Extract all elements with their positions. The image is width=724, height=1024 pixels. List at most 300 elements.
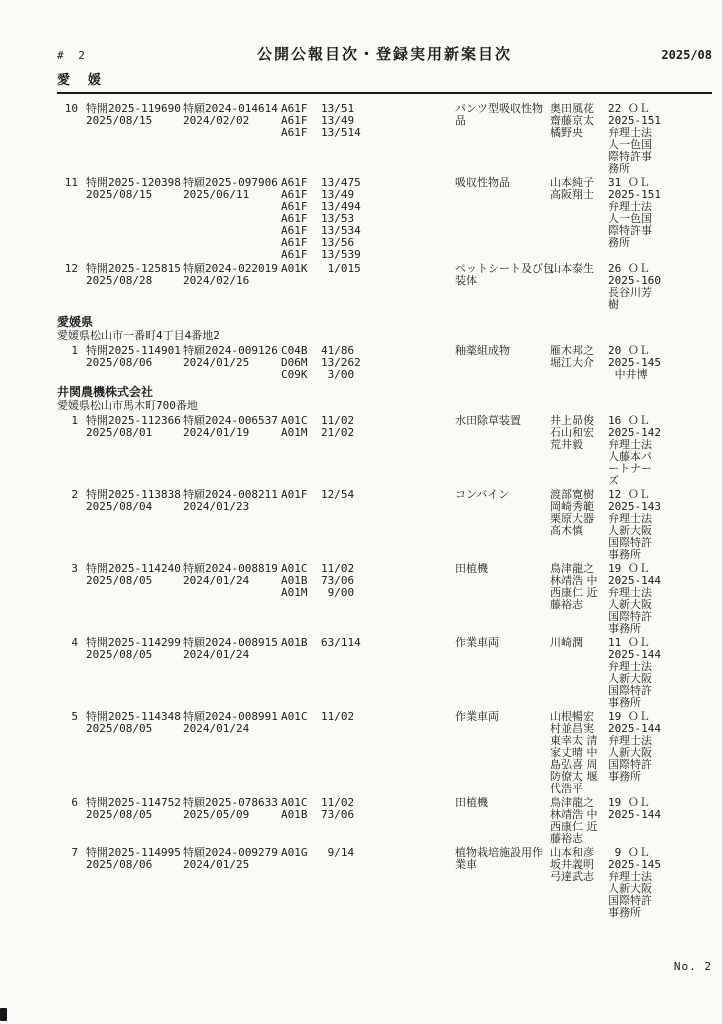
gazette-entry-row <box>57 415 724 487</box>
agent-and-docket-info <box>608 103 670 175</box>
publication-number: 特開2025-113838 <box>86 488 181 501</box>
invention-title <box>455 637 549 649</box>
invention-title <box>455 563 549 575</box>
gazette-entry-row <box>57 637 724 709</box>
invention-title-line: 田植機 <box>455 796 488 809</box>
invention-title <box>455 103 549 127</box>
ipc-line <box>281 427 374 439</box>
publication-number-and-date <box>86 415 183 439</box>
invention-title <box>455 489 549 501</box>
publication-number: 特開2025-114752 <box>86 796 181 809</box>
publication-date: 2025/08/06 <box>86 858 153 871</box>
agent-info-line: 16 ＯＬ <box>608 414 650 427</box>
gazette-entry-row <box>57 711 724 795</box>
header-rule <box>57 92 712 94</box>
agent-info-line: 弁理士法 <box>608 200 652 213</box>
ipc-line <box>281 637 374 649</box>
entry-number: 6 <box>71 796 78 809</box>
ipc-subclass: 11/02 <box>321 562 355 575</box>
ipc-subclass: 13/49 <box>321 114 355 127</box>
ipc-subclass: 3/00 <box>321 368 355 381</box>
application-number-and-date <box>183 177 281 201</box>
invention-title-line: 吸収性物品 <box>455 176 510 189</box>
ipc-classifications <box>281 263 374 275</box>
application-date: 2024/01/24 <box>183 648 250 661</box>
publication-number-and-date <box>86 637 183 661</box>
applicant-section <box>57 385 724 919</box>
application-number: 特願2024-006537 <box>183 414 278 427</box>
inventor-name: 坂井義明 <box>550 858 594 871</box>
ipc-class-code: A01C <box>281 414 308 427</box>
application-number-and-date <box>183 103 281 127</box>
ipc-class-code: D06M <box>281 356 308 369</box>
inventor-name: 島弘喜 周 <box>550 758 598 771</box>
issue-date: 2025/08 <box>661 48 712 62</box>
region-label: 愛 媛 <box>57 73 106 88</box>
agent-info-line: 弁理士法 <box>608 586 652 599</box>
ipc-class-code: A01C <box>281 562 308 575</box>
application-date: 2024/01/24 <box>183 722 250 735</box>
agent-info-line: 2025-151 <box>608 114 661 127</box>
inventor-name: 東幸太 清 <box>550 734 598 747</box>
inventor-names <box>550 489 607 537</box>
section-entries <box>57 415 724 919</box>
inventor-names <box>550 847 607 883</box>
ipc-subclass: 13/534 <box>321 224 361 237</box>
ipc-line <box>281 127 374 139</box>
entry-number: 1 <box>71 344 78 357</box>
application-number-and-date <box>183 847 281 871</box>
agent-info-line: 事務所 <box>608 622 641 635</box>
applicant-address: 愛媛県松山市一番町4丁目4番地2 <box>57 329 220 342</box>
applicant-address: 愛媛県松山市馬木町700番地 <box>57 399 198 412</box>
agent-info-line: 人新大阪 <box>608 598 652 611</box>
agent-info-line: 12 ＯＬ <box>608 488 650 501</box>
ipc-classifications <box>281 711 374 723</box>
publication-number: 特開2025-112366 <box>86 414 181 427</box>
ipc-line <box>281 263 374 275</box>
invention-title <box>455 345 549 357</box>
ipc-class-code: A01C <box>281 796 308 809</box>
application-number: 特願2025-097906 <box>183 176 278 189</box>
ipc-subclass: 1/015 <box>321 262 361 275</box>
entry-number: 1 <box>71 414 78 427</box>
ipc-line <box>281 587 374 599</box>
entry-number: 12 <box>64 262 78 275</box>
ipc-subclass: 9/00 <box>321 586 355 599</box>
ipc-class-code: A61F <box>281 224 308 237</box>
agent-info-line: 務所 <box>608 236 630 249</box>
agent-info-line: 2025-145 <box>608 858 661 871</box>
ipc-subclass: 13/494 <box>321 200 361 213</box>
inventor-names <box>550 103 607 139</box>
agent-and-docket-info <box>608 263 670 311</box>
application-number: 特願2024-009279 <box>183 846 278 859</box>
scan-artifact-speck <box>0 1008 7 1021</box>
gazette-entry-row <box>57 563 724 635</box>
publication-date: 2025/08/15 <box>86 188 153 201</box>
ipc-subclass: 21/02 <box>321 426 355 439</box>
inventor-name: 西康仁 近 <box>550 820 598 833</box>
agent-info-line: 弁理士法 <box>608 126 652 139</box>
publication-number-and-date <box>86 563 183 587</box>
inventor-names <box>550 797 607 845</box>
inventor-name: 井上昴俊 <box>550 414 594 427</box>
agent-info-line: 弁理士法 <box>608 870 652 883</box>
ipc-line <box>281 489 374 501</box>
invention-title-line: 水田除草装置 <box>455 414 521 427</box>
ipc-class-code: A01B <box>281 636 308 649</box>
ipc-line <box>281 249 374 261</box>
application-number: 特願2024-009126 <box>183 344 278 357</box>
ipc-classifications <box>281 797 374 821</box>
applicant-section <box>57 103 724 311</box>
agent-info-line: 樹 <box>608 298 619 311</box>
application-date: 2024/01/19 <box>183 426 250 439</box>
inventor-name: 鳥津龍之 <box>550 562 594 575</box>
publication-date: 2025/08/04 <box>86 500 153 513</box>
ipc-class-code: A61F <box>281 126 308 139</box>
application-number: 特願2024-008991 <box>183 710 278 723</box>
agent-info-line: 2025-143 <box>608 500 661 513</box>
ipc-line <box>281 711 374 723</box>
agent-info-line: 際特許事 <box>608 150 652 163</box>
inventor-names <box>550 177 607 201</box>
agent-info-line: 人藤本パ <box>608 450 652 463</box>
ipc-class-code: A01M <box>281 426 308 439</box>
ipc-subclass: 12/54 <box>321 488 355 501</box>
publication-number-and-date <box>86 263 183 287</box>
agent-info-line: 26 ＯＬ <box>608 262 650 275</box>
ipc-class-code: A61F <box>281 176 308 189</box>
agent-info-line: 事務所 <box>608 906 641 919</box>
agent-info-line: 9 ＯＬ <box>608 846 650 859</box>
agent-info-line: ートナー <box>608 462 652 475</box>
publication-date: 2025/08/28 <box>86 274 153 287</box>
agent-info-line: 20 ＯＬ <box>608 344 650 357</box>
inventor-name: 栗原大器 <box>550 512 594 525</box>
agent-info-line: 人一色国 <box>608 138 652 151</box>
ipc-class-code: A61F <box>281 236 308 249</box>
ipc-class-code: A61F <box>281 114 308 127</box>
ipc-subclass: 13/49 <box>321 188 355 201</box>
agent-info-line: 2025-144 <box>608 808 661 821</box>
publication-number: 特開2025-120398 <box>86 176 181 189</box>
page-marker: # 2 <box>57 49 89 62</box>
inventor-name: 山本純子 <box>550 176 594 189</box>
ipc-subclass: 73/06 <box>321 574 355 587</box>
agent-and-docket-info <box>608 177 670 249</box>
application-number: 特願2024-014614 <box>183 102 278 115</box>
ipc-classifications <box>281 103 374 139</box>
agent-info-line: 弁理士法 <box>608 660 652 673</box>
agent-info-line: 国際特許 <box>608 758 652 771</box>
ipc-subclass: 73/06 <box>321 808 355 821</box>
inventor-name: 西康仁 近 <box>550 586 598 599</box>
ipc-class-code: A01K <box>281 262 308 275</box>
ipc-class-code: C09K <box>281 368 308 381</box>
inventor-name: 荒井毅 <box>550 438 583 451</box>
publication-number: 特開2025-114240 <box>86 562 181 575</box>
entry-number: 3 <box>71 562 78 575</box>
inventor-name: 奥田風花 <box>550 102 594 115</box>
ipc-class-code: A61F <box>281 188 308 201</box>
ipc-subclass: 13/514 <box>321 126 361 139</box>
inventor-names <box>550 415 607 451</box>
agent-info-line: 弁理士法 <box>608 512 652 525</box>
ipc-class-code: A01B <box>281 574 308 587</box>
publication-number-and-date <box>86 177 183 201</box>
agent-info-line: 2025-144 <box>608 722 661 735</box>
agent-info-line: 人新大阪 <box>608 524 652 537</box>
agent-info-line: 2025-151 <box>608 188 661 201</box>
ipc-classifications <box>281 847 374 859</box>
gazette-entry-row <box>57 345 724 381</box>
inventor-names <box>550 711 607 795</box>
ipc-classifications <box>281 415 374 439</box>
gazette-entry-row <box>57 103 724 175</box>
ipc-class-code: A61F <box>281 200 308 213</box>
invention-title <box>455 711 549 723</box>
ipc-subclass: 41/86 <box>321 344 355 357</box>
agent-info-line: 2025-145 <box>608 356 661 369</box>
invention-title-line: 作業車両 <box>455 636 499 649</box>
application-number: 特願2025-078633 <box>183 796 278 809</box>
agent-info-line: 弁理士法 <box>608 734 652 747</box>
ipc-subclass: 63/114 <box>321 636 361 649</box>
ipc-classifications <box>281 489 374 501</box>
entry-number: 4 <box>71 636 78 649</box>
inventor-name: 齋藤京太 <box>550 114 594 127</box>
inventor-name: 防僚太 堰 <box>550 770 598 783</box>
ipc-class-code: A01C <box>281 710 308 723</box>
publication-date: 2025/08/05 <box>86 722 153 735</box>
agent-info-line: 人新大阪 <box>608 746 652 759</box>
agent-info-line: 19 ＯＬ <box>608 710 650 723</box>
agent-info-line: 人一色国 <box>608 212 652 225</box>
inventor-name: 渡部寛樹 <box>550 488 594 501</box>
gazette-entry-row <box>57 489 724 561</box>
ipc-line <box>281 809 374 821</box>
application-number-and-date <box>183 263 281 287</box>
application-number: 特願2024-008211 <box>183 488 278 501</box>
invention-title-line: 田植機 <box>455 562 488 575</box>
application-number-and-date <box>183 797 281 821</box>
agent-info-line: 弁理士法 <box>608 438 652 451</box>
agent-and-docket-info <box>608 489 670 561</box>
agent-info-line: 国際特許 <box>608 610 652 623</box>
agent-and-docket-info <box>608 563 670 635</box>
publication-number: 特開2025-125815 <box>86 262 181 275</box>
gazette-entry-row <box>57 847 724 919</box>
publication-date: 2025/08/05 <box>86 574 153 587</box>
application-number-and-date <box>183 563 281 587</box>
agent-info-line: 事務所 <box>608 548 641 561</box>
agent-info-line: 2025-144 <box>608 574 661 587</box>
publication-date: 2025/08/05 <box>86 648 153 661</box>
invention-title-line: 品 <box>455 114 466 127</box>
inventor-name: 林靖浩 中 <box>550 574 598 587</box>
gazette-entry-row <box>57 797 724 845</box>
agent-and-docket-info <box>608 847 670 919</box>
applicant-section <box>57 315 724 381</box>
ipc-subclass: 13/56 <box>321 236 355 249</box>
application-number: 特願2024-008915 <box>183 636 278 649</box>
publication-number-and-date <box>86 847 183 871</box>
publication-number: 特開2025-114901 <box>86 344 181 357</box>
application-date: 2024/02/16 <box>183 274 250 287</box>
ipc-class-code: A01G <box>281 846 308 859</box>
ipc-subclass: 13/539 <box>321 248 361 261</box>
inventor-name: 雁木邦之 <box>550 344 594 357</box>
publication-number-and-date <box>86 345 183 369</box>
application-number-and-date <box>183 637 281 661</box>
ipc-class-code: A61F <box>281 248 308 261</box>
publication-number-and-date <box>86 489 183 513</box>
agent-info-line: 2025-144 <box>608 648 661 661</box>
ipc-subclass: 11/02 <box>321 414 355 427</box>
ipc-line <box>281 369 374 381</box>
ipc-subclass: 11/02 <box>321 710 355 723</box>
ipc-class-code: A61F <box>281 102 308 115</box>
agent-and-docket-info <box>608 345 670 381</box>
agent-info-line: 22 ＯＬ <box>608 102 650 115</box>
inventor-name: 山本和彦 <box>550 846 594 859</box>
ipc-line <box>281 847 374 859</box>
application-number-and-date <box>183 415 281 439</box>
inventor-name: 村並昌実 <box>550 722 594 735</box>
ipc-class-code: A61F <box>281 212 308 225</box>
inventor-names <box>550 637 607 649</box>
inventor-name: 藤裕志 <box>550 832 583 845</box>
entry-number: 10 <box>64 102 78 115</box>
inventor-name: 堀江大介 <box>550 356 594 369</box>
agent-and-docket-info <box>608 797 670 821</box>
ipc-subclass: 13/51 <box>321 102 355 115</box>
inventor-name: 高木慎 <box>550 524 583 537</box>
agent-info-line: 19 ＯＬ <box>608 562 650 575</box>
ipc-class-code: C04B <box>281 344 308 357</box>
gazette-entry-row <box>57 263 724 311</box>
gazette-entry-row <box>57 177 724 261</box>
ipc-classifications <box>281 637 374 649</box>
invention-title <box>455 847 549 871</box>
invention-title-line: コンバイン <box>455 488 510 501</box>
ipc-classifications <box>281 563 374 599</box>
publication-number: 特開2025-114995 <box>86 846 181 859</box>
agent-info-line: 31 ＯＬ <box>608 176 650 189</box>
agent-info-line: 19 ＯＬ <box>608 796 650 809</box>
agent-and-docket-info <box>608 711 670 783</box>
invention-title-line: 業車 <box>455 858 477 871</box>
publication-number-and-date <box>86 797 183 821</box>
application-date: 2025/05/09 <box>183 808 250 821</box>
invention-title-line: 作業車両 <box>455 710 499 723</box>
entry-number: 5 <box>71 710 78 723</box>
invention-title <box>455 262 554 287</box>
inventor-name: 鳥津龍之 <box>550 796 594 809</box>
ipc-subclass: 13/53 <box>321 212 355 225</box>
agent-info-line: 際特許事 <box>608 224 652 237</box>
application-number-and-date <box>183 345 281 369</box>
application-date: 2024/01/25 <box>183 858 250 871</box>
application-number: 特願2024-008819 <box>183 562 278 575</box>
applicant-name: 愛媛県 <box>57 315 94 329</box>
application-date: 2024/01/24 <box>183 574 250 587</box>
entry-number: 11 <box>64 176 78 189</box>
ipc-subclass: 13/262 <box>321 356 361 369</box>
publication-number-and-date <box>86 711 183 735</box>
page-number-footer: No. 2 <box>673 960 712 973</box>
inventor-name: 弓達武志 <box>550 870 594 883</box>
invention-title-line: ペットシート及び包 <box>455 262 554 275</box>
publication-date: 2025/08/06 <box>86 356 153 369</box>
inventor-name: 家丈晴 中 <box>550 746 598 759</box>
entry-number: 2 <box>71 488 78 501</box>
agent-info-line: 中井博 <box>608 368 648 381</box>
ipc-classifications <box>281 345 374 381</box>
application-date: 2024/01/25 <box>183 356 250 369</box>
publication-date: 2025/08/01 <box>86 426 153 439</box>
agent-and-docket-info <box>608 637 670 709</box>
application-date: 2024/02/02 <box>183 114 250 127</box>
ipc-classifications <box>281 177 374 261</box>
invention-title-line: 装体 <box>455 274 477 287</box>
inventor-names <box>550 345 607 369</box>
publication-number: 特開2025-114348 <box>86 710 181 723</box>
application-date: 2024/01/23 <box>183 500 250 513</box>
agent-info-line: 人新大阪 <box>608 882 652 895</box>
publication-number: 特開2025-114299 <box>86 636 181 649</box>
agent-info-line: 国際特許 <box>608 894 652 907</box>
page-header <box>57 45 712 63</box>
agent-info-line: 国際特許 <box>608 684 652 697</box>
invention-title <box>455 177 549 189</box>
agent-and-docket-info <box>608 415 670 487</box>
application-date: 2025/06/11 <box>183 188 250 201</box>
entries-area <box>57 103 724 919</box>
publication-date: 2025/08/15 <box>86 114 153 127</box>
inventor-name: 川崎潤 <box>550 636 583 649</box>
agent-info-line: 人新大阪 <box>608 672 652 685</box>
invention-title-line: 植物栽培施設用作 <box>455 846 543 859</box>
inventor-name: 石山和宏 <box>550 426 594 439</box>
entry-number: 7 <box>71 846 78 859</box>
ipc-subclass: 11/02 <box>321 796 355 809</box>
agent-info-line: 11 ＯＬ <box>608 636 650 649</box>
inventor-name: 高阪翔士 <box>550 188 594 201</box>
ipc-subclass: 9/14 <box>321 846 355 859</box>
agent-info-line: 長谷川芳 <box>608 286 652 299</box>
section-entries <box>57 345 724 381</box>
ipc-class-code: A01F <box>281 488 308 501</box>
page-title: 公開公報目次・登録実用新案目次 <box>256 45 512 63</box>
ipc-class-code: A01M <box>281 586 308 599</box>
inventor-name: 岡崎秀範 <box>550 500 594 513</box>
section-entries <box>57 103 724 311</box>
inventor-name: 代浩平 <box>550 782 583 795</box>
invention-title-line: パンツ型吸収性物 <box>455 102 543 115</box>
inventor-names <box>550 263 607 275</box>
publication-number: 特開2025-119690 <box>86 102 181 115</box>
agent-info-line: 2025-160 <box>608 274 661 287</box>
publication-date: 2025/08/05 <box>86 808 153 821</box>
agent-info-line: 事務所 <box>608 770 641 783</box>
inventor-name: 藤裕志 <box>550 598 583 611</box>
agent-info-line: ズ <box>608 474 619 487</box>
invention-title <box>455 797 549 809</box>
inventor-name: 山本泰生 <box>550 262 594 275</box>
